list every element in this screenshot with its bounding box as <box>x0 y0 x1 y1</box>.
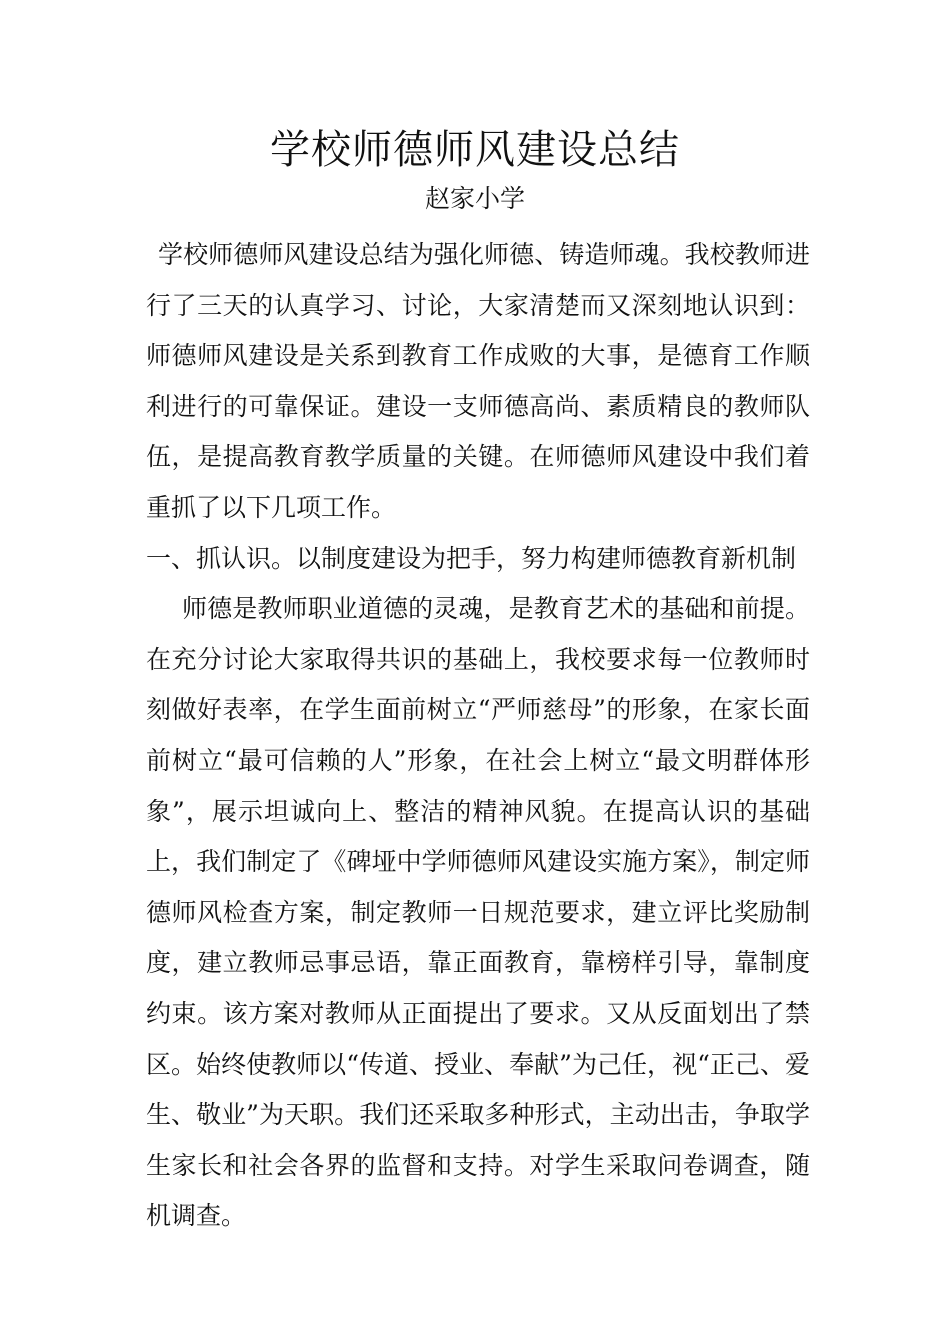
paragraph-intro: 学校师德师风建设总结为强化师德、铸造师魂。我校教师进行了三天的认真学习、讨论，大家清楚而又深刻地认识到：师德师风建设是关系到教育工作成败的大事，是德育工作顺利进行的可靠保证。建设一支师德高尚、素质精良的教师队伍，是提高教育教学质量的关键。在师德师风建设中我们着重抓了以下几项工作。 <box>146 240 810 522</box>
document-body <box>146 230 810 1242</box>
document-subtitle: 赵家小学 <box>424 184 525 213</box>
paragraph-body: 师德是教师职业道德的灵魂，是教育艺术的基础和前提。在充分讨论大家取得共识的基础上，我校要求每一位教师时刻做好表率，在学生面前树立“严师慈母”的形象，在家长面前树立“最可信赖的人”形象，在社会上树立“最文明群体形象”，展示坦诚向上、整洁的精神风貌。在提高认识的基础上，我们制定了《碑垭中学师德师风建设实施方案》，制定师德师风检查方案，制定教师一日规范要求，建立评比奖励制度，建立教师忌事忌语，靠正面教育，靠榜样引导，靠制度约束。该方案对教师从正面提出了要求。又从反面划出了禁区。始终使教师以“传道、授业、奉献”为己任，视“正己、爱生、敬业”为天职。我们还采取多种形式，主动出击，争取学生家长和社会各界的监督和支持。对学生采取问卷调查，随机调查。 <box>146 594 810 1231</box>
section-heading: 一、抓认识。以制度建设为把手，努力构建师德教育新机制 <box>146 543 797 573</box>
document-title: 学校师德师风建设总结 <box>270 127 680 173</box>
